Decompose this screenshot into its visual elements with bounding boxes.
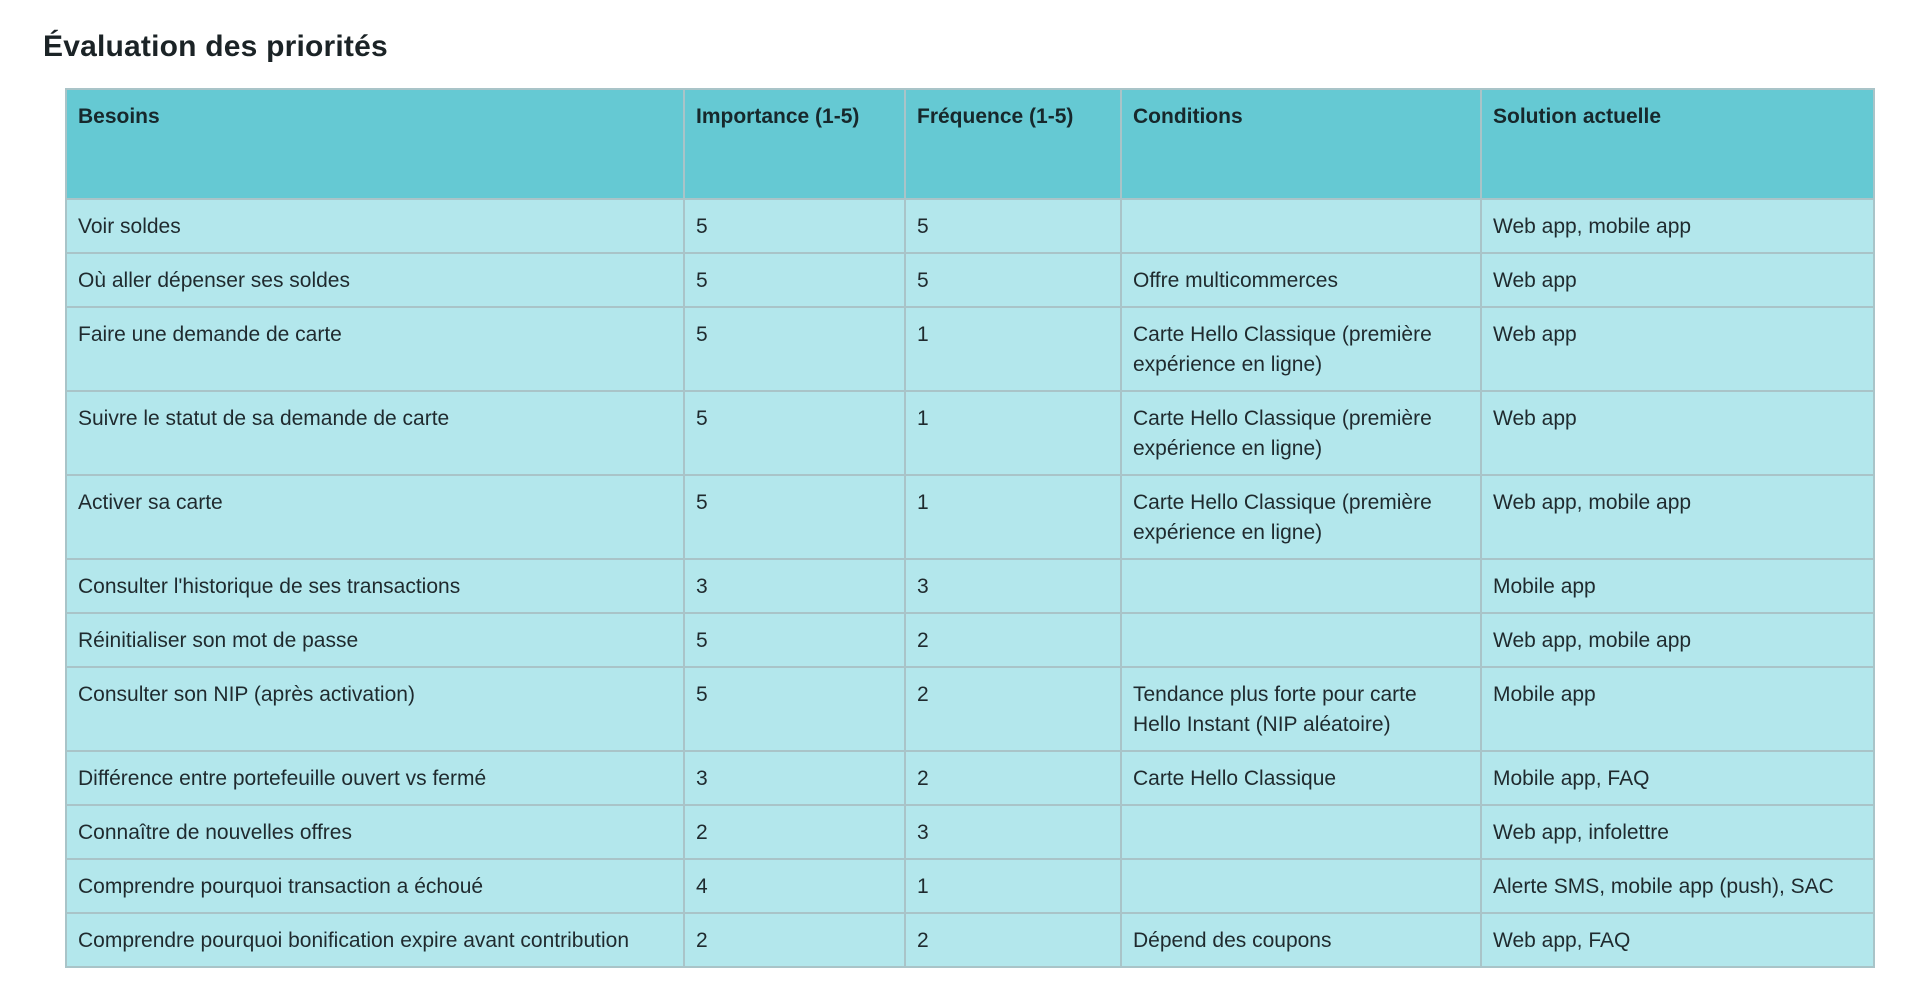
cell-frequence: 5 [905, 199, 1121, 253]
header-besoins: Besoins [66, 89, 684, 199]
cell-solution: Web app, FAQ [1481, 913, 1874, 967]
cell-conditions: Dépend des coupons [1121, 913, 1481, 967]
cell-solution: Mobile app [1481, 559, 1874, 613]
header-importance: Importance (1-5) [684, 89, 905, 199]
table-row [66, 199, 1874, 253]
cell-importance: 5 [684, 253, 905, 307]
header-frequence: Fréquence (1-5) [905, 89, 1121, 199]
cell-solution: Web app [1481, 307, 1874, 391]
cell-importance: 5 [684, 199, 905, 253]
cell-frequence: 2 [905, 913, 1121, 967]
cell-conditions: Offre multicommerces [1121, 253, 1481, 307]
cell-importance: 2 [684, 913, 905, 967]
cell-besoin: Comprendre pourquoi transaction a échoué [66, 859, 684, 913]
cell-conditions: Carte Hello Classique [1121, 751, 1481, 805]
cell-importance: 5 [684, 613, 905, 667]
cell-solution: Web app, mobile app [1481, 199, 1874, 253]
table-row [66, 307, 1874, 391]
cell-frequence: 2 [905, 667, 1121, 751]
table-row [66, 667, 1874, 751]
table-row [66, 559, 1874, 613]
header-row [66, 89, 1874, 199]
header-solution: Solution actuelle [1481, 89, 1874, 199]
cell-frequence: 1 [905, 475, 1121, 559]
cell-conditions: Tendance plus forte pour carte Hello Instant (NIP aléatoire) [1121, 667, 1481, 751]
cell-besoin: Différence entre portefeuille ouvert vs fermé [66, 751, 684, 805]
cell-frequence: 5 [905, 253, 1121, 307]
table-row [66, 913, 1874, 967]
cell-solution: Mobile app, FAQ [1481, 751, 1874, 805]
cell-besoin: Voir soldes [66, 199, 684, 253]
cell-solution: Web app, mobile app [1481, 475, 1874, 559]
cell-besoin: Connaître de nouvelles offres [66, 805, 684, 859]
cell-besoin: Comprendre pourquoi bonification expire avant contribution [66, 913, 684, 967]
cell-besoin: Consulter l'historique de ses transactions [66, 559, 684, 613]
priorities-table [65, 88, 1875, 968]
priorities-table-container [65, 88, 1873, 968]
cell-conditions: Carte Hello Classique (première expérience en ligne) [1121, 475, 1481, 559]
cell-solution: Web app, mobile app [1481, 613, 1874, 667]
cell-importance: 5 [684, 307, 905, 391]
cell-conditions: Carte Hello Classique (première expérience en ligne) [1121, 391, 1481, 475]
cell-solution: Web app, infolettre [1481, 805, 1874, 859]
cell-solution: Web app [1481, 391, 1874, 475]
table-row [66, 751, 1874, 805]
table-header [66, 89, 1874, 199]
cell-conditions [1121, 613, 1481, 667]
table-row [66, 613, 1874, 667]
page-title: Évaluation des priorités [43, 30, 388, 63]
cell-besoin: Réinitialiser son mot de passe [66, 613, 684, 667]
cell-conditions [1121, 805, 1481, 859]
cell-importance: 5 [684, 667, 905, 751]
cell-besoin: Activer sa carte [66, 475, 684, 559]
cell-besoin: Suivre le statut de sa demande de carte [66, 391, 684, 475]
cell-frequence: 1 [905, 307, 1121, 391]
cell-solution: Web app [1481, 253, 1874, 307]
cell-frequence: 1 [905, 391, 1121, 475]
cell-frequence: 3 [905, 805, 1121, 859]
table-row [66, 805, 1874, 859]
cell-conditions [1121, 199, 1481, 253]
cell-solution: Mobile app [1481, 667, 1874, 751]
cell-importance: 3 [684, 751, 905, 805]
table-row [66, 859, 1874, 913]
table-body [66, 199, 1874, 967]
cell-frequence: 2 [905, 751, 1121, 805]
cell-conditions [1121, 559, 1481, 613]
cell-frequence: 1 [905, 859, 1121, 913]
table-row [66, 253, 1874, 307]
cell-importance: 4 [684, 859, 905, 913]
cell-importance: 3 [684, 559, 905, 613]
cell-besoin: Faire une demande de carte [66, 307, 684, 391]
table-row [66, 391, 1874, 475]
cell-frequence: 3 [905, 559, 1121, 613]
cell-solution: Alerte SMS, mobile app (push), SAC [1481, 859, 1874, 913]
cell-besoin: Où aller dépenser ses soldes [66, 253, 684, 307]
cell-importance: 2 [684, 805, 905, 859]
cell-besoin: Consulter son NIP (après activation) [66, 667, 684, 751]
cell-importance: 5 [684, 475, 905, 559]
table-row [66, 475, 1874, 559]
cell-conditions: Carte Hello Classique (première expérience en ligne) [1121, 307, 1481, 391]
cell-frequence: 2 [905, 613, 1121, 667]
cell-conditions [1121, 859, 1481, 913]
header-conditions: Conditions [1121, 89, 1481, 199]
cell-importance: 5 [684, 391, 905, 475]
